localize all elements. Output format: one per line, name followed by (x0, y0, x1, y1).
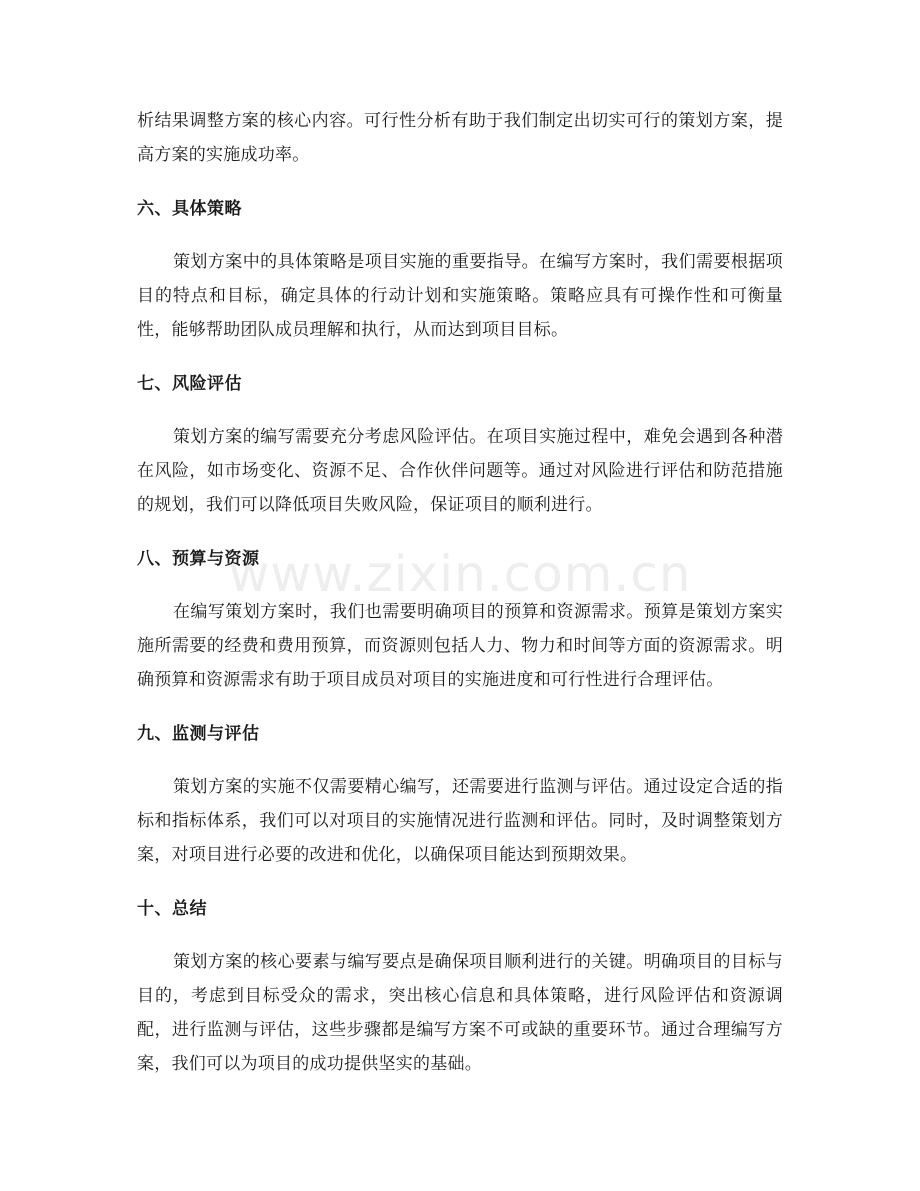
section-heading-7: 七、风险评估 (137, 374, 242, 394)
section-body-6: 策划方案中的具体策略是项目实施的重要指导。在编写方案时，我们需要根据项目的特点和目标，确定具体的行动计划和实施策略。策略应具有可操作性和可衡量性，能够帮助团队成员理解和执行，从而达到项目目标。 (137, 252, 783, 340)
section-heading-6: 六、具体策略 (137, 199, 242, 219)
watermark: www.zixin.com.cn (228, 545, 692, 603)
section-body-9: 策划方案的实施不仅需要精心编写，还需要进行监测与评估。通过设定合适的指标和指标体系，我们可以对项目的实施情况进行监测和评估。同时，及时调整策划方案，对项目进行必要的改进和优化，以确保项目能达到预期效果。 (137, 777, 783, 865)
document-body (137, 104, 783, 1081)
section-heading-8: 八、预算与资源 (137, 549, 260, 569)
section-body-7: 策划方案的编写需要充分考虑风险评估。在项目实施过程中，难免会遇到各种潜在风险，如市场变化、资源不足、合作伙伴问题等。通过对风险进行评估和防范措施的规划，我们可以降低项目失败风险，保证项目的顺利进行。 (137, 427, 783, 515)
section-heading-10: 十、总结 (137, 899, 207, 919)
section-heading-9: 九、监测与评估 (137, 724, 260, 744)
intro-paragraph: 析结果调整方案的核心内容。可行性分析有助于我们制定出切实可行的策划方案，提高方案的实施成功率。 (137, 111, 783, 165)
section-body-10: 策划方案的核心要素与编写要点是确保项目顺利进行的关键。明确项目的目标与目的，考虑到目标受众的需求，突出核心信息和具体策略，进行风险评估和资源调配，进行监测与评估，这些步骤都是编写方案不可或缺的重要环节。通过合理编写方案，我们可以为项目的成功提供坚实的基础。 (137, 952, 783, 1074)
section-body-8: 在编写策划方案时，我们也需要明确项目的预算和资源需求。预算是策划方案实施所需要的经费和费用预算，而资源则包括人力、物力和时间等方面的资源需求。明确预算和资源需求有助于项目成员对项目的实施进度和可行性进行合理评估。 (137, 602, 783, 690)
